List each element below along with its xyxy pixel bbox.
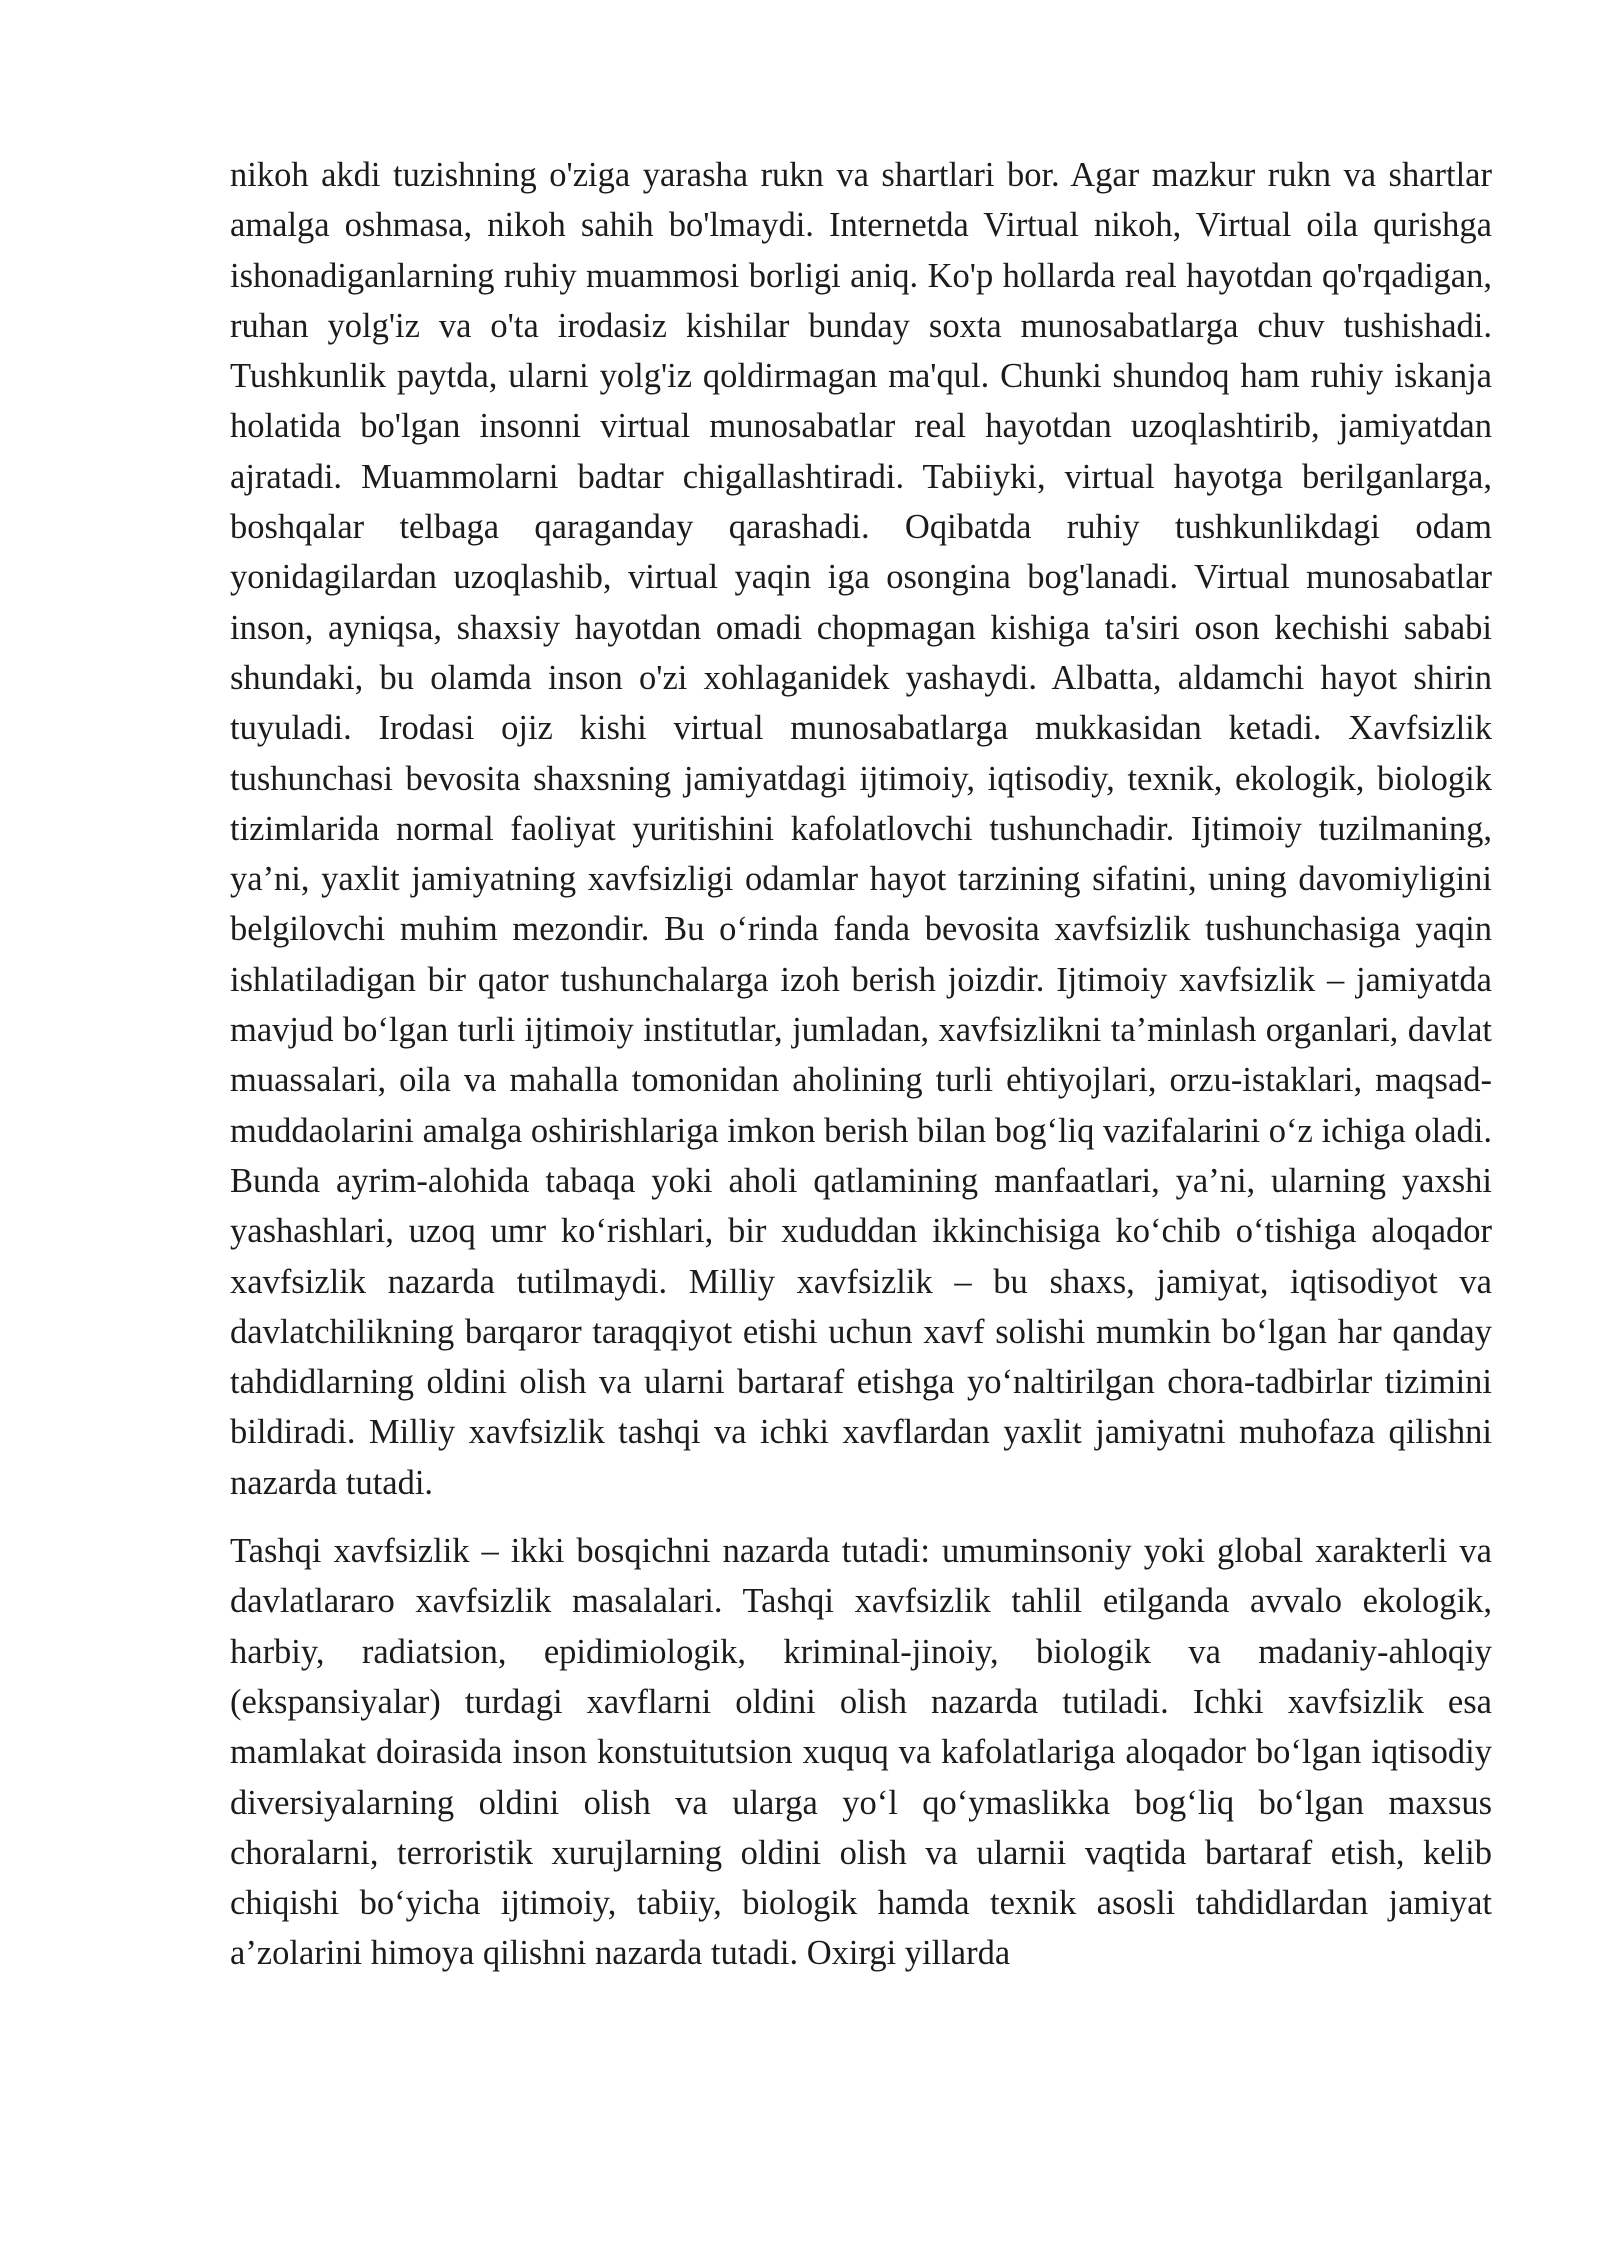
body-paragraph-1: nikoh akdi tuzishning o'ziga yarasha rukn va shartlari bor. Agar mazkur rukn va shartlar amalga oshmasa, nikoh sahih bo'lmaydi. Internetda Virtual nikoh, Virtual oila qurishga ishonadiganlarning ruhiy muammosi borligi aniq. Ko'p hollarda real hayotdan qo'rqadigan, ruhan yolg'iz va o'ta irodasiz kishilar bunday soxta munosabatlarga chuv tushishadi. Tushkunlik paytda, ularni yolg'iz qoldirmagan ma'qul. Chunki shundoq ham ruhiy iskanja holatida bo'lgan insonni virtual munosabatlar real hayotdan uzoqlashtirib, jamiyatdan ajratadi. Muammolarni badtar chigallashtiradi. Tabiiyki, virtual hayotga berilganlarga, boshqalar telbaga qaraganday qarashadi. Oqibatda ruhiy tushkunlikdagi odam yonidagilardan uzoqlashib, virtual yaqin iga osongina bog'lanadi. Virtual munosabatlar inson, ayniqsa, shaxsiy hayotdan omadi chopmagan kishiga ta'siri oson kechishi sababi shundaki, bu olamda inson o'zi xohlaganidek yashaydi. Albatta, aldamchi hayot shirin tuyuladi. Irodasi ojiz kishi virtual munosabatlarga mukkasidan ketadi. Xavfsizlik tushunchasi bevosita shaxsning jamiyatdagi ijtimoiy, iqtisodiy, texnik, ekologik, biologik tizimlarida normal faoliyat yuritishini kafolatlovchi tushunchadir. Ijtimoiy tuzilmaning, ya’ni, yaxlit jamiyatning xavfsizligi odamlar hayot tarzining sifatini, uning davomiyligini belgilovchi muhim mezondir. Bu o‘rinda fanda bevosita xavfsizlik tushunchasiga yaqin ishlatiladigan bir qator tushunchalarga izoh berish joizdir. Ijtimoiy xavfsizlik – jamiyatda mavjud bo‘lgan turli ijtimoiy institutlar, jumladan, xavfsizlikni ta’minlash organlari, davlat muassalari, oila va mahalla tomonidan aholining turli ehtiyojlari, orzu-istaklari, maqsad-muddaolarini amalga oshirishlariga imkon berish bilan bog‘liq vazifalarini o‘z ichiga oladi. Bunda ayrim-alohida tabaqa yoki aholi qatlamining manfaatlari, ya’ni, ularning yaxshi yashashlari, uzoq umr ko‘rishlari, bir xududdan ikkinchisiga ko‘chib o‘tishiga aloqador xavfsizlik nazarda tutilmaydi. Milliy xavfsizlik – bu shaxs, jamiyat, iqtisodiyot va davlatchilikning barqaror taraqqiyot etishi uchun xavf solishi mumkin bo‘lgan har qanday tahdidlarning oldini olish va ularni bartaraf etishga yo‘naltirilgan chora-tadbirlar tizimini bildiradi. Milliy xavfsizlik tashqi va ichki xavflardan yaxlit jamiyatni muhofaza qilishni nazarda tutadi.: [230, 156, 1492, 1502]
document-page: [230, 150, 1492, 1979]
body-paragraph-2: Tashqi xavfsizlik – ikki bosqichni nazarda tutadi: umuminsoniy yoki global xarakterli va davlatlararo xavfsizlik masalalari. Tashqi xavfsizlik tahlil etilganda avvalo ekologik, harbiy, radiatsion, epidimiologik, kriminal-jinoiy, biologik va madaniy-ahloqiy (ekspansiyalar) turdagi xavflarni oldini olish nazarda tutiladi. Ichki xavfsizlik esa mamlakat doirasida inson konstuitutsion xuquq va kafolatlariga aloqador bo‘lgan iqtisodiy diversiyalarning oldini olish va ularga yo‘l qo‘ymaslikka bog‘liq bo‘lgan maxsus choralarni, terroristik xurujlarning oldini olish va ularnii vaqtida bartaraf etish, kelib chiqishi bo‘yicha ijtimoiy, tabiiy, biologik hamda texnik asosli tahdidlardan jamiyat a’zolarini himoya qilishni nazarda tutadi. Oxirgi yillarda: [230, 1532, 1492, 1973]
